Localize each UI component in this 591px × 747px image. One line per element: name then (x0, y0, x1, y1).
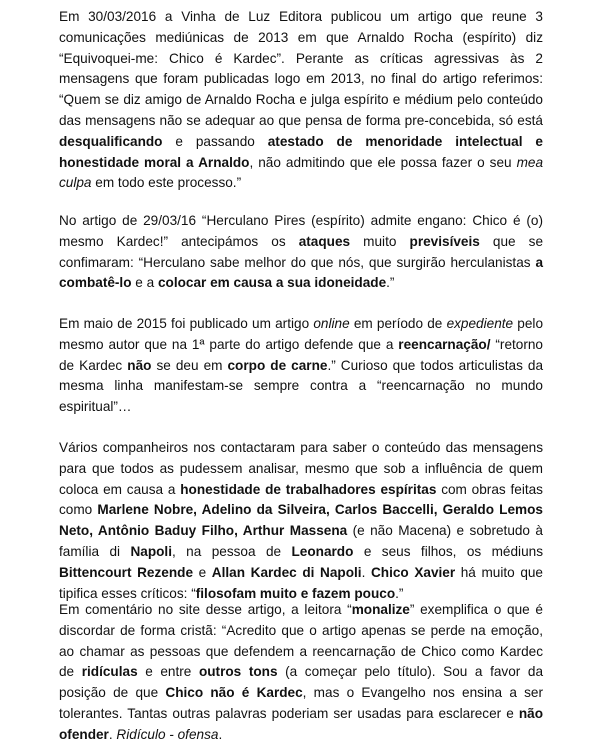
text-run: , mas o Evangelho nos ensina a ser tolerantes. Tantas outras palavras poderiam ser usadas para esclarecer e (59, 685, 543, 721)
text-run: muito (350, 233, 410, 249)
text-run: pelo mesmo autor que na 1ª parte do artigo defende que a (59, 316, 544, 352)
text-run: . (108, 726, 117, 742)
text-run: , não admitindo que ele possa fazer o seu (249, 154, 517, 170)
text-run: se deu em (151, 357, 228, 373)
bold-text: filosofam muito e fazem pouco (195, 585, 396, 601)
text-run: .” (386, 275, 395, 291)
text-run: Vários companheiros nos contactaram para saber o conteúdo das mensagens para que todos as pudessem analisar, mesmo que sob a influência de quem coloca em causa a (59, 440, 543, 497)
text-run: que se confimaram: “Herculano sabe melhor do que nós, que surgirão herculanistas (59, 233, 544, 270)
text-run: .” Curioso que todos articulistas da mesma linha manifestam-se sempre contra a “reencarnação no mundo espiritual”… (59, 357, 544, 415)
text-run: Em comentário no site desse artigo, a leitora “ (59, 602, 352, 617)
text-run: e a (131, 275, 158, 291)
bold-text: Leonardo (291, 543, 354, 559)
text-run: .” (395, 585, 404, 601)
bold-text: atestado de menoridade intelectual e honestidade moral a Arnaldo (59, 133, 543, 170)
text-run: . (218, 726, 223, 742)
text-run: há muito que tipifica esses críticos: “ (59, 564, 543, 601)
paragraph (59, 211, 543, 294)
bold-text: Chico não é Kardec (165, 685, 303, 701)
bold-text: desqualificando (59, 133, 163, 149)
paragraph (59, 314, 543, 418)
bold-text: não (127, 357, 152, 373)
paragraph (59, 7, 543, 194)
bold-text: colocar em causa a sua idoneidade (157, 275, 387, 291)
bold-text: não ofender (59, 705, 543, 742)
paragraph (59, 438, 543, 604)
bold-text: ridículas (81, 664, 138, 680)
text-run: Em 30/03/2016 a Vinha de Luz Editora publicou um artigo que reune 3 comunicações mediúnicas de 2013 em que Arnaldo Rocha (espírito) diz “Equivoquei-me: Chico é Kardec”. Perante as críticas agressivas às 2 mensagens que foram publicadas logo em 2013, no final do artigo referimos: “Quem se diz amigo de Arnaldo Rocha e julga espírito e médium pelo conteúdo das mensagens não se adequar ao que pensa de forma pre-concebida, só está (59, 9, 543, 128)
bold-text: Allan Kardec di Napoli (211, 564, 362, 580)
paragraph (59, 600, 543, 746)
text-run: . (361, 564, 371, 580)
bold-text: ataques (298, 233, 351, 249)
bold-text: Bittencourt Rezende (59, 564, 194, 580)
text-run: e passando (162, 133, 268, 149)
bold-text: previsíveis (409, 233, 480, 249)
bold-text: outros tons (198, 664, 278, 680)
bold-text: Chico Xavier (370, 564, 456, 580)
italic-text: online (313, 316, 350, 331)
text-run: (e não Macena) e sobretudo à família di (59, 523, 543, 559)
bold-text: reencarnação/ (398, 336, 491, 352)
text-run: , na pessoa de (171, 543, 292, 559)
bold-text: Napoli (130, 543, 172, 559)
text-run: e seus filhos, os médiuns (353, 543, 543, 559)
bold-text: corpo de carne (227, 357, 328, 373)
text-run: e entre (137, 664, 199, 680)
bold-text: Marlene Nobre, Adelino da Silveira, Carlos Baccelli, Geraldo Lemos Neto, Antônio Baduy Filho, Arthur Massena (59, 502, 543, 539)
italic-text: Ridículo - ofensa (116, 726, 219, 742)
bold-text: a combatê-lo (59, 254, 543, 291)
text-run: Em maio de 2015 foi publicado um artigo (59, 316, 314, 331)
text-run: com obras feitas como (59, 481, 543, 518)
bold-text: monalize (351, 602, 410, 617)
text-run: em todo este processo.” (91, 175, 242, 191)
text-run: ” exemplifica o que é discordar de forma cristã: “Acredito que o artigo apenas se perde na emoção, ao chamar as pessoas que defendem a reencarnação de Chico como Kardec de (59, 602, 543, 680)
italic-text: expediente (446, 316, 514, 331)
text-run: e (193, 564, 212, 580)
text-run: No artigo de 29/03/16 “Herculano Pires (espírito) admite engano: Chico é (o) mesmo Kardec!” antecipámos os (59, 213, 543, 249)
bold-text: honestidade de trabalhadores espíritas (180, 481, 437, 497)
text-run: em período de (349, 316, 447, 331)
italic-text: mea culpa (59, 154, 544, 191)
text-run: (a começar pelo título). Sou a favor da posição de que (59, 664, 544, 701)
text-run: “retorno de Kardec (59, 336, 543, 373)
